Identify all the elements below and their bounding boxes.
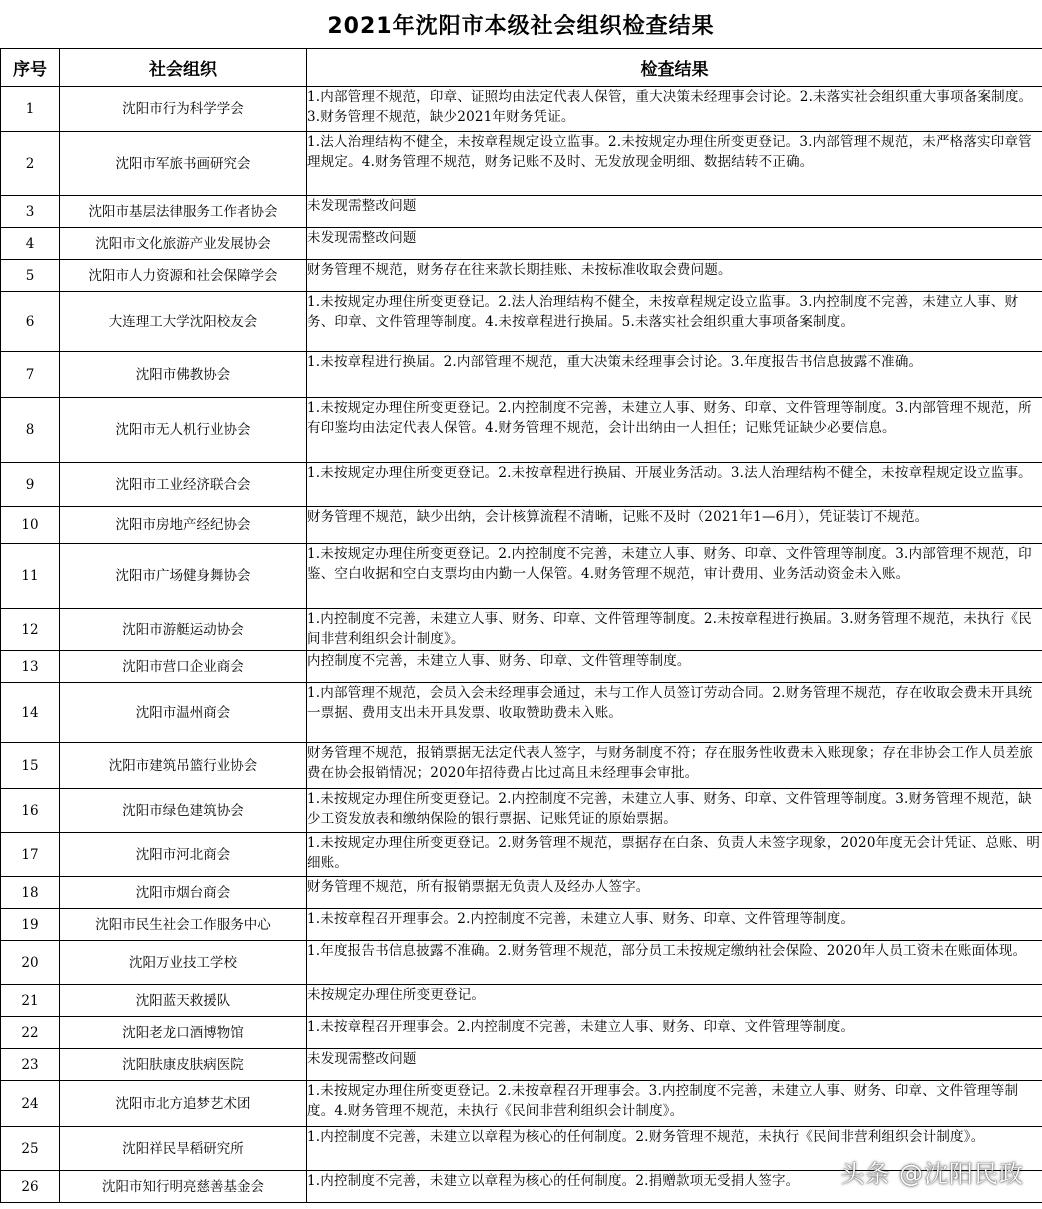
table-row (1, 463, 1042, 507)
table-row (1, 260, 1042, 292)
table-row (1, 789, 1042, 833)
organization-name: 沈阳市佛教协会 (60, 352, 307, 398)
inspection-result: 1.内控制度不完善，未建立以章程为核心的任何制度。2.捐赠款项无受捐人签字。 (307, 1171, 1042, 1203)
inspection-result: 财务管理不规范，财务存在往来款长期挂账、未按标准收取会费问题。 (307, 260, 1042, 292)
inspection-result: 财务管理不规范，缺少出纳，会计核算流程不清晰，记账不及时（2021年1—6月），凭证装订不规范。 (307, 507, 1042, 544)
table-row (1, 985, 1042, 1017)
row-index: 9 (1, 463, 60, 507)
organization-name: 沈阳市民生社会工作服务中心 (60, 909, 307, 941)
organization-name: 沈阳市营口企业商会 (60, 651, 307, 683)
table-header-row (1, 49, 1042, 87)
row-index: 15 (1, 743, 60, 789)
table-row (1, 743, 1042, 789)
row-index: 23 (1, 1049, 60, 1081)
inspection-result: 未按规定办理住所变更登记。 (307, 985, 1042, 1017)
organization-name: 沈阳市广场健身舞协会 (60, 544, 307, 609)
table-row (1, 398, 1042, 463)
row-index: 1 (1, 87, 60, 132)
row-index: 13 (1, 651, 60, 683)
organization-name: 沈阳市河北商会 (60, 833, 307, 877)
row-index: 17 (1, 833, 60, 877)
row-index: 12 (1, 609, 60, 651)
row-index: 14 (1, 683, 60, 743)
row-index: 26 (1, 1171, 60, 1203)
organization-name: 大连理工大学沈阳校友会 (60, 292, 307, 352)
table-row (1, 1049, 1042, 1081)
organization-name: 沈阳市房地产经纪协会 (60, 507, 307, 544)
row-index: 19 (1, 909, 60, 941)
organization-name: 沈阳市知行明亮慈善基金会 (60, 1171, 307, 1203)
inspection-result: 财务管理不规范，所有报销票据无负责人及经办人签字。 (307, 877, 1042, 909)
row-index: 18 (1, 877, 60, 909)
inspection-result: 未发现需整改问题 (307, 196, 1042, 228)
inspection-result: 1.未按规定办理住所变更登记。2.内控制度不完善，未建立人事、财务、印章、文件管理等制度。3.财务管理不规范，缺少工资发放表和缴纳保险的银行票据、记账凭证的原始票据。 (307, 789, 1042, 833)
organization-name: 沈阳市北方追梦艺术团 (60, 1081, 307, 1127)
organization-name: 沈阳市军旅书画研究会 (60, 132, 307, 196)
table-row (1, 132, 1042, 196)
row-index: 4 (1, 228, 60, 260)
table-row (1, 833, 1042, 877)
inspection-result: 1.未按规定办理住所变更登记。2.财务管理不规范，票据存在白条、负责人未签字现象，2020年度无会计凭证、总账、明细账。 (307, 833, 1042, 877)
row-index: 20 (1, 941, 60, 985)
inspection-result: 1.未按章程进行换届。2.内部管理不规范，重大决策未经理事会讨论。3.年度报告书信息披露不准确。 (307, 352, 1042, 398)
table-row (1, 609, 1042, 651)
inspection-result: 1.内控制度不完善，未建立以章程为核心的任何制度。2.财务管理不规范，未执行《民间非营利组织会计制度》。 (307, 1127, 1042, 1171)
table-row (1, 228, 1042, 260)
organization-name: 沈阳肤康皮肤病医院 (60, 1049, 307, 1081)
row-index: 22 (1, 1017, 60, 1049)
inspection-result: 1.未按规定办理住所变更登记。2.未按章程进行换届、开展业务活动。3.法人治理结构不健全，未按章程规定设立监事。 (307, 463, 1042, 507)
inspection-result: 1.未按章程召开理事会。2.内控制度不完善，未建立人事、财务、印章、文件管理等制度。 (307, 909, 1042, 941)
header-organization: 社会组织 (60, 49, 307, 87)
organization-name: 沈阳蓝天救援队 (60, 985, 307, 1017)
inspection-result: 1.未按规定办理住所变更登记。2.内控制度不完善，未建立人事、财务、印章、文件管理等制度。3.内部管理不规范，所有印鉴均由法定代表人保管。4.财务管理不规范，会计出纳由一人担任；记账凭证缺少必要信息。 (307, 398, 1042, 463)
organization-name: 沈阳市烟台商会 (60, 877, 307, 909)
inspection-result: 未发现需整改问题 (307, 228, 1042, 260)
row-index: 7 (1, 352, 60, 398)
row-index: 16 (1, 789, 60, 833)
organization-name: 沈阳市工业经济联合会 (60, 463, 307, 507)
organization-name: 沈阳祥民旱稻研究所 (60, 1127, 307, 1171)
organization-name: 沈阳市文化旅游产业发展协会 (60, 228, 307, 260)
inspection-result: 1.未按规定办理住所变更登记。2.法人治理结构不健全，未按章程规定设立监事。3.内控制度不完善，未建立人事、财务、印章、文件管理等制度。4.未按章程进行换届。5.未落实社会组织重大事项备案制度。 (307, 292, 1042, 352)
organization-name: 沈阳市温州商会 (60, 683, 307, 743)
inspection-result: 1.未按规定办理住所变更登记。2.未按章程召开理事会。3.内控制度不完善，未建立人事、财务、印章、文件管理等制度。4.财务管理不规范，未执行《民间非营利组织会计制度》。 (307, 1081, 1042, 1127)
table-row (1, 1017, 1042, 1049)
table-row (1, 941, 1042, 985)
table-row (1, 544, 1042, 609)
inspection-result: 1.年度报告书信息披露不准确。2.财务管理不规范，部分员工未按规定缴纳社会保险、2020年人员工资未在账面体现。 (307, 941, 1042, 985)
row-index: 8 (1, 398, 60, 463)
organization-name: 沈阳万业技工学校 (60, 941, 307, 985)
row-index: 2 (1, 132, 60, 196)
row-index: 24 (1, 1081, 60, 1127)
inspection-result: 内控制度不完善，未建立人事、财务、印章、文件管理等制度。 (307, 651, 1042, 683)
table-body (1, 87, 1042, 1203)
row-index: 3 (1, 196, 60, 228)
inspection-result: 1.未按规定办理住所变更登记。2.内控制度不完善，未建立人事、财务、印章、文件管理等制度。3.内部管理不规范，印鉴、空白收据和空白支票均由内勤一人保管。4.财务管理不规范，审计费用、业务活动资金未入账。 (307, 544, 1042, 609)
inspection-result: 财务管理不规范，报销票据无法定代表人签字，与财务制度不符；存在服务性收费未入账现象；存在非协会工作人员差旅费在协会报销情况；2020年招待费占比过高且未经理事会审批。 (307, 743, 1042, 789)
table-row (1, 683, 1042, 743)
organization-name: 沈阳市基层法律服务工作者协会 (60, 196, 307, 228)
table-row (1, 651, 1042, 683)
organization-name: 沈阳市游艇运动协会 (60, 609, 307, 651)
organization-name: 沈阳市绿色建筑协会 (60, 789, 307, 833)
inspection-results-table (0, 48, 1042, 1203)
inspection-result: 1.内部管理不规范，印章、证照均由法定代表人保管，重大决策未经理事会讨论。2.未落实社会组织重大事项备案制度。3.财务管理不规范，缺少2021年财务凭证。 (307, 87, 1042, 132)
row-index: 10 (1, 507, 60, 544)
inspection-result: 未发现需整改问题 (307, 1049, 1042, 1081)
inspection-result: 1.内控制度不完善，未建立人事、财务、印章、文件管理等制度。2.未按章程进行换届。3.财务管理不规范，未执行《民间非营利组织会计制度》。 (307, 609, 1042, 651)
row-index: 25 (1, 1127, 60, 1171)
watermark: 头条 @沈阳民政 (840, 1160, 1024, 1188)
row-index: 11 (1, 544, 60, 609)
table-row (1, 292, 1042, 352)
organization-name: 沈阳市建筑吊篮行业协会 (60, 743, 307, 789)
header-result: 检查结果 (307, 49, 1042, 87)
header-index: 序号 (1, 49, 60, 87)
organization-name: 沈阳市无人机行业协会 (60, 398, 307, 463)
table-row (1, 507, 1042, 544)
row-index: 21 (1, 985, 60, 1017)
row-index: 5 (1, 260, 60, 292)
inspection-result: 1.未按章程召开理事会。2.内控制度不完善，未建立人事、财务、印章、文件管理等制度。 (307, 1017, 1042, 1049)
table-row (1, 352, 1042, 398)
table-row (1, 877, 1042, 909)
row-index: 6 (1, 292, 60, 352)
table-row (1, 87, 1042, 132)
organization-name: 沈阳老龙口酒博物馆 (60, 1017, 307, 1049)
organization-name: 沈阳市行为科学学会 (60, 87, 307, 132)
document-title: 2021年沈阳市本级社会组织检查结果 (327, 13, 715, 39)
organization-name: 沈阳市人力资源和社会保障学会 (60, 260, 307, 292)
table-row (1, 909, 1042, 941)
table-row (1, 1081, 1042, 1127)
inspection-result: 1.法人治理结构不健全，未按章程规定设立监事。2.未按规定办理住所变更登记。3.内部管理不规范，未严格落实印章管理规定。4.财务管理不规范，财务记账不及时、无发放现金明细、数据结转不正确。 (307, 132, 1042, 196)
inspection-result: 1.内部管理不规范，会员入会未经理事会通过，未与工作人员签订劳动合同。2.财务管理不规范，存在收取会费未开具统一票据、费用支出未开具发票、收取赞助费未入账。 (307, 683, 1042, 743)
table-row (1, 196, 1042, 228)
